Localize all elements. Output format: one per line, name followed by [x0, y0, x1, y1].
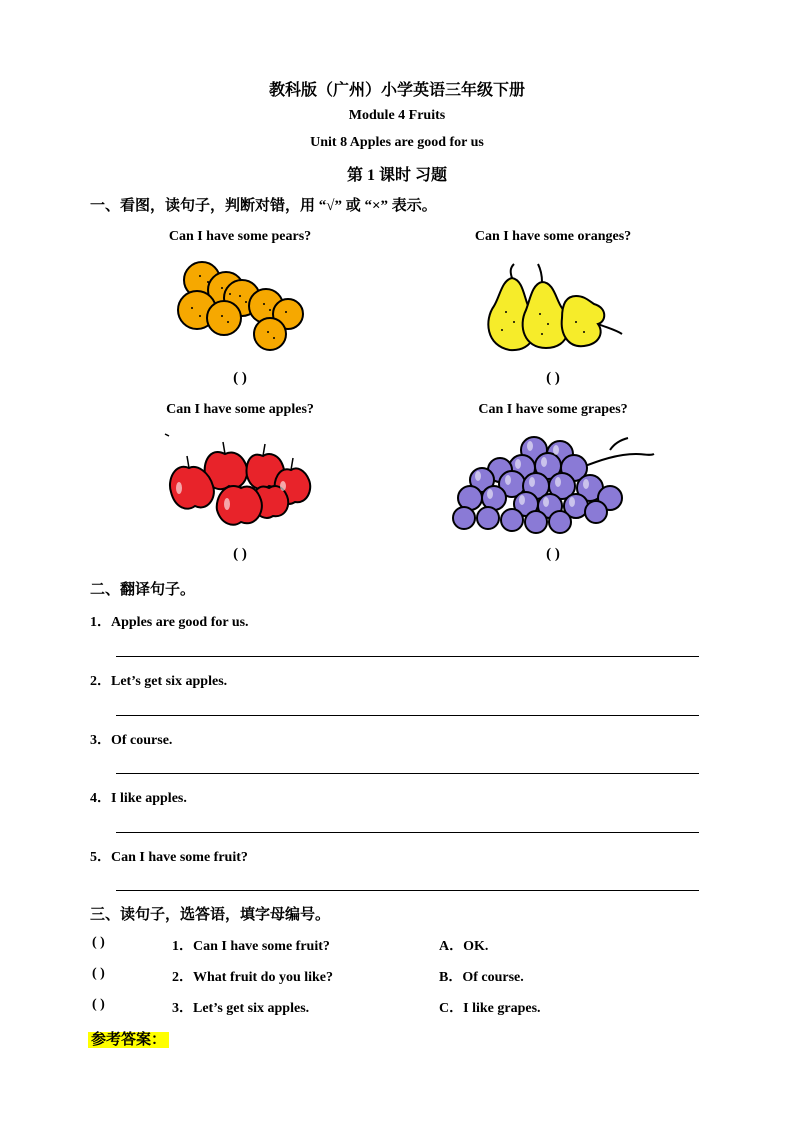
worksheet-title: 教科版（广州）小学英语三年级下册	[268, 82, 525, 99]
match-question-2	[172, 966, 333, 986]
answer-line-1[interactable]	[116, 656, 699, 657]
section3-heading: 三、读句子，选答语，填字母编号。	[90, 907, 331, 923]
answer-line-5[interactable]	[116, 890, 699, 891]
match-answer-a	[439, 935, 488, 955]
question-text: Let’s get six apples.	[193, 1001, 310, 1016]
item-text: Of course.	[111, 733, 173, 748]
option-text: OK.	[463, 939, 489, 954]
answer-line-2[interactable]	[116, 715, 699, 716]
module-title: Module 4 Fruits	[348, 108, 446, 123]
answer-key-label: 参考答案：	[88, 1032, 169, 1048]
caption-grapes: Can I have some grapes?	[478, 402, 628, 417]
answer-line-4[interactable]	[116, 832, 699, 833]
grapes-picture	[450, 432, 660, 537]
oranges-picture	[170, 258, 310, 353]
match-answer-c	[439, 997, 541, 1017]
match-blank-2[interactable]: ( )	[92, 966, 105, 981]
answer-line-3[interactable]	[116, 773, 699, 774]
item-number: 2．	[172, 970, 193, 985]
translate-item-3	[90, 729, 172, 749]
caption-pears: Can I have some pears?	[168, 229, 312, 244]
answer-blank-1[interactable]: ( )	[233, 370, 247, 386]
section2-heading: 二、翻译句子。	[90, 582, 196, 598]
match-question-1	[172, 935, 330, 955]
option-text: Of course.	[462, 970, 524, 985]
caption-oranges: Can I have some oranges?	[474, 229, 632, 244]
apples-picture	[165, 432, 315, 532]
item-number: 1．	[90, 615, 111, 630]
item-number: 1．	[172, 939, 193, 954]
answer-blank-3[interactable]: ( )	[233, 546, 247, 562]
item-text: Let’s get six apples.	[111, 674, 228, 689]
match-blank-3[interactable]: ( )	[92, 997, 105, 1012]
lesson-title: 第 1 课时 习题	[346, 167, 447, 184]
option-letter: A．	[439, 939, 464, 954]
item-number: 3．	[90, 733, 111, 748]
match-blank-1[interactable]: ( )	[92, 935, 105, 950]
option-letter: B．	[439, 970, 463, 985]
answer-blank-2[interactable]: ( )	[546, 370, 560, 386]
translate-item-4	[90, 787, 187, 807]
item-number: 4．	[90, 791, 111, 806]
translate-item-2	[90, 670, 227, 690]
answer-blank-4[interactable]: ( )	[546, 546, 560, 562]
match-answer-b	[439, 966, 524, 986]
item-number: 2．	[90, 674, 111, 689]
translate-item-1	[90, 611, 249, 631]
option-letter: C．	[439, 1001, 464, 1016]
item-text: I like apples.	[111, 791, 187, 806]
item-text: Can I have some fruit?	[111, 850, 248, 865]
item-number: 5．	[90, 850, 111, 865]
item-text: Apples are good for us.	[111, 615, 249, 630]
translate-item-5	[90, 846, 248, 866]
question-text: What fruit do you like?	[193, 970, 334, 985]
caption-apples: Can I have some apples?	[166, 402, 314, 417]
unit-title: Unit 8 Apples are good for us	[310, 135, 484, 150]
match-question-3	[172, 997, 309, 1017]
option-text: I like grapes.	[463, 1001, 541, 1016]
pears-picture	[476, 262, 626, 357]
question-text: Can I have some fruit?	[193, 939, 330, 954]
item-number: 3．	[172, 1001, 193, 1016]
section1-heading: 一、看图，读句子，判断对错，用 “√” 或 “×” 表示。	[90, 198, 437, 214]
